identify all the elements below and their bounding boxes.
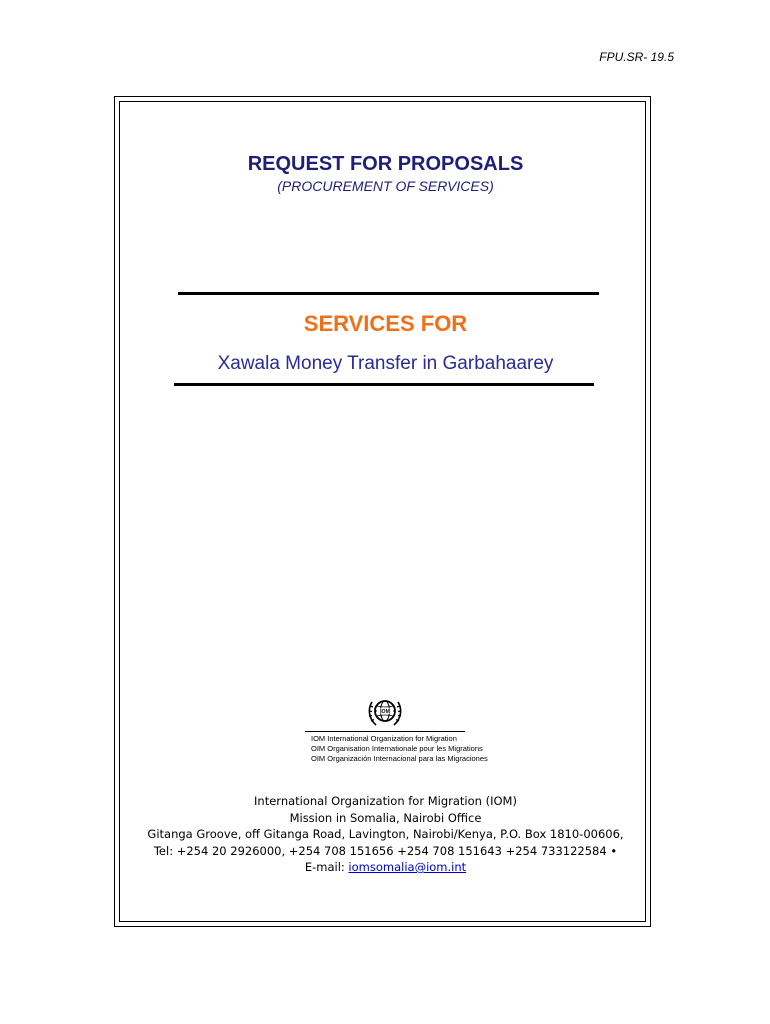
svg-text:IOM: IOM	[380, 709, 390, 715]
services-heading: SERVICES FOR	[303, 311, 468, 336]
divider-top	[178, 292, 599, 295]
logo-caption-en: IOM International Organization for Migration	[311, 734, 457, 743]
document-reference-code: FPU.SR- 19.5	[599, 50, 674, 64]
postal-address: Gitanga Groove, off Gitanga Road, Lavington, Nairobi/Kenya, P.O. Box 1810-00606,	[147, 827, 624, 841]
logo-caption-fr: OIM Organisation Internationale pour les Migrations	[311, 744, 483, 753]
logo-divider	[305, 731, 465, 732]
service-name: Xawala Money Transfer in Garbahaarey	[217, 353, 554, 374]
mission-name: Mission in Somalia, Nairobi Office	[289, 810, 482, 825]
iom-globe-emblem-icon	[366, 696, 404, 728]
email-line	[114, 859, 657, 876]
phone-numbers: Tel: +254 20 2926000, +254 708 151656 +254 708 151643 +254 733122584 •	[153, 843, 618, 858]
document-title: REQUEST FOR PROPOSALS	[247, 153, 524, 175]
email-link[interactable]: iomsomalia@iom.int	[348, 860, 467, 874]
contact-block	[114, 793, 657, 876]
document-subtitle: (PROCUREMENT OF SERVICES)	[277, 178, 494, 194]
org-name: International Organization for Migration (IOM)	[254, 794, 517, 808]
divider-bottom	[174, 383, 594, 386]
logo-caption-es: OIM Organización Internacional para las Migraciones	[311, 754, 488, 763]
email-label: E-mail:	[304, 860, 349, 874]
